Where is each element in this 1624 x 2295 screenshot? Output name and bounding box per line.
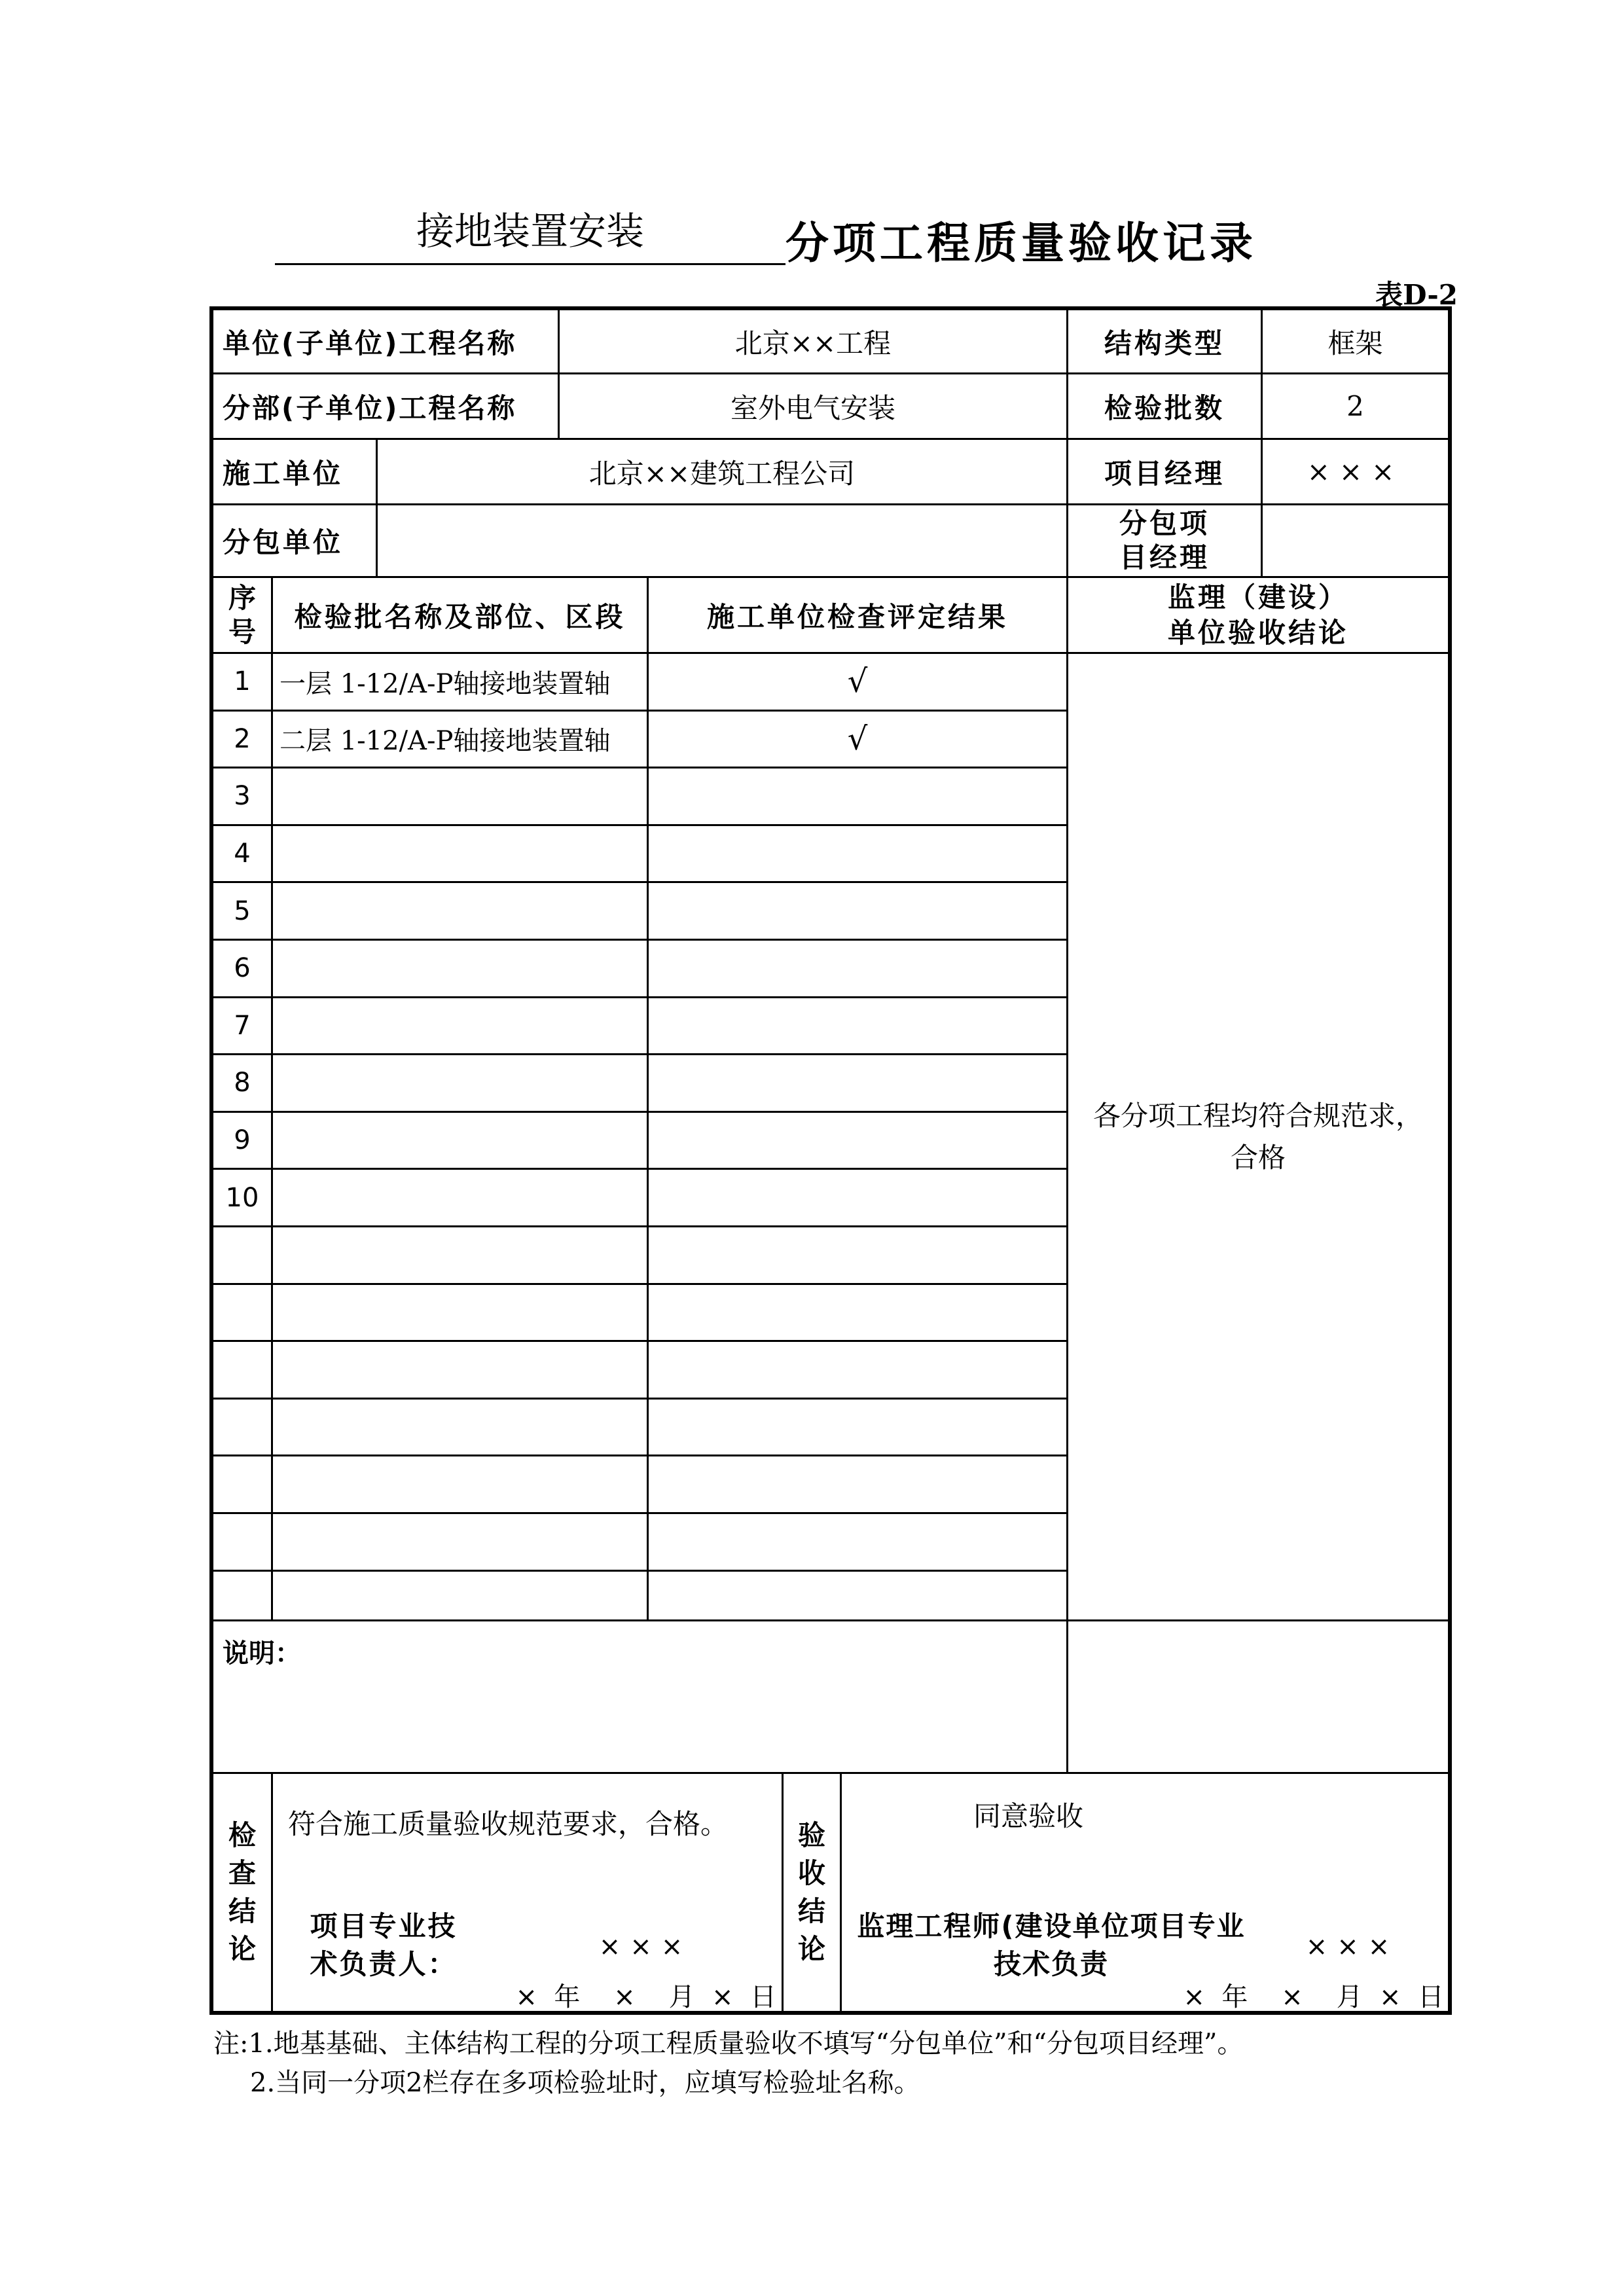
row-check-result bbox=[649, 1342, 1066, 1398]
row-check-result bbox=[649, 1227, 1066, 1283]
row-seq-number: 6 bbox=[234, 953, 251, 984]
row-batch-name bbox=[280, 998, 646, 1054]
row-batch-name bbox=[280, 1113, 646, 1168]
form-title: 分项工程质量验收记录 bbox=[785, 218, 1257, 268]
row-seq-number bbox=[213, 1456, 271, 1512]
row-seq-number: 9 bbox=[234, 1125, 251, 1156]
row-check-result bbox=[649, 1170, 1066, 1225]
footnote-1: 注:1.地基基础、主体结构工程的分项工程质量验收不填写“分包单位”和“分包项目经理”。 bbox=[213, 2029, 1244, 2059]
row-batch-name bbox=[280, 1456, 646, 1512]
row-seq-number bbox=[213, 1400, 271, 1455]
row-batch-name: 一层 1-12/A-P轴接地装置轴 bbox=[280, 668, 611, 699]
row-batch-name bbox=[280, 1227, 646, 1283]
check-date: × 年 × 月 × 日 bbox=[515, 1981, 776, 2011]
row-seq-number bbox=[213, 1227, 271, 1283]
col-batch-header: 检验批名称及部位、区段 bbox=[294, 600, 626, 633]
accept-conclusion-label: 验收结论 bbox=[797, 1819, 825, 1965]
row-check-result bbox=[649, 883, 1066, 939]
row-check-result bbox=[649, 768, 1066, 824]
accept-conclusion-text: 同意验收 bbox=[973, 1800, 1083, 1832]
row-batch-name bbox=[280, 1572, 646, 1627]
structure-type-value: 框架 bbox=[1327, 327, 1383, 359]
row-check-result bbox=[649, 998, 1066, 1054]
row-seq-number bbox=[213, 1514, 271, 1570]
check-conclusion-label: 检查结论 bbox=[228, 1819, 256, 1965]
row-batch-name bbox=[280, 1055, 646, 1111]
row-check-result bbox=[649, 1400, 1066, 1455]
check-signer-label: 项目专业技术负责人： bbox=[310, 1910, 458, 1980]
row-check-result bbox=[649, 1572, 1066, 1627]
row-batch-name bbox=[280, 1170, 646, 1225]
row-check-result bbox=[649, 1055, 1066, 1111]
col-seq-header: 序号 bbox=[228, 581, 256, 648]
subcontractor-value bbox=[378, 505, 1066, 576]
row-seq-number bbox=[213, 1285, 271, 1341]
row-check-result: √ bbox=[847, 720, 868, 757]
row-seq-number: 2 bbox=[234, 723, 251, 754]
accept-signer-label: 监理工程师(建设单位项目专业技术负责 bbox=[857, 1910, 1246, 1980]
subproject-name: 接地装置安装 bbox=[275, 196, 785, 265]
row-batch-name bbox=[280, 883, 646, 939]
row-check-result bbox=[649, 941, 1066, 996]
row-seq-number: 8 bbox=[234, 1068, 251, 1098]
remarks-label: 说明： bbox=[223, 1638, 301, 1669]
contractor-value: 北京××建筑工程公司 bbox=[588, 457, 856, 490]
row-batch-name bbox=[280, 941, 646, 996]
unit-project-label: 单位(子单位)工程名称 bbox=[223, 327, 517, 359]
row-batch-name bbox=[280, 1400, 646, 1455]
row-check-result bbox=[649, 826, 1066, 882]
row-batch-name bbox=[280, 1342, 646, 1398]
division-label: 分部(子单位)工程名称 bbox=[223, 391, 517, 424]
row-seq-number: 1 bbox=[234, 666, 251, 697]
accept-signer-value: ××× bbox=[1305, 1932, 1399, 1962]
unit-project-value: 北京××工程 bbox=[734, 327, 892, 359]
row-batch-name bbox=[280, 1514, 646, 1570]
row-seq-number: 5 bbox=[234, 895, 251, 926]
row-check-result bbox=[649, 1514, 1066, 1570]
check-signer-value: ××× bbox=[598, 1932, 693, 1962]
division-value: 室外电气安装 bbox=[730, 391, 895, 424]
project-manager-value: ××× bbox=[1307, 456, 1404, 488]
sub-manager-label: 分包项目经理 bbox=[1119, 507, 1210, 573]
row-check-result bbox=[649, 1285, 1066, 1341]
sub-manager-value bbox=[1263, 505, 1448, 576]
row-seq-number: 3 bbox=[234, 781, 251, 812]
project-manager-label: 项目经理 bbox=[1104, 457, 1225, 490]
row-seq-number: 10 bbox=[225, 1182, 259, 1213]
batch-count-label: 检验批数 bbox=[1104, 391, 1225, 424]
row-check-result bbox=[649, 1456, 1066, 1512]
row-batch-name: 二层 1-12/A-P轴接地装置轴 bbox=[280, 726, 611, 757]
row-seq-number bbox=[213, 1572, 271, 1627]
table-code: 表D-2 bbox=[1375, 279, 1458, 311]
batch-count-value: 2 bbox=[1346, 390, 1364, 422]
subcontractor-label: 分包单位 bbox=[223, 526, 344, 558]
check-conclusion-text: 符合施工质量验收规范要求，合格。 bbox=[288, 1808, 729, 1840]
supervisor-conclusion: 各分项工程均符合规范求，合格 bbox=[1092, 1099, 1423, 1174]
contractor-label: 施工单位 bbox=[223, 457, 344, 490]
row-check-result: √ bbox=[847, 663, 868, 700]
accept-date: × 年 × 月 × 日 bbox=[1183, 1981, 1444, 2011]
col-result-header: 施工单位检查评定结果 bbox=[706, 600, 1008, 633]
row-check-result bbox=[649, 1113, 1066, 1168]
footnote-2: 2.当同一分项2栏存在多项检验址时，应填写检验址名称。 bbox=[250, 2068, 920, 2098]
row-seq-number bbox=[213, 1342, 271, 1398]
row-batch-name bbox=[280, 826, 646, 882]
record-table bbox=[209, 306, 1452, 2015]
row-batch-name bbox=[280, 1285, 646, 1341]
col-supervisor-header: 监理（建设）单位验收结论 bbox=[1167, 581, 1348, 649]
row-batch-name bbox=[280, 768, 646, 824]
row-seq-number: 7 bbox=[234, 1010, 251, 1041]
row-seq-number: 4 bbox=[234, 839, 251, 869]
structure-type-label: 结构类型 bbox=[1104, 327, 1225, 359]
